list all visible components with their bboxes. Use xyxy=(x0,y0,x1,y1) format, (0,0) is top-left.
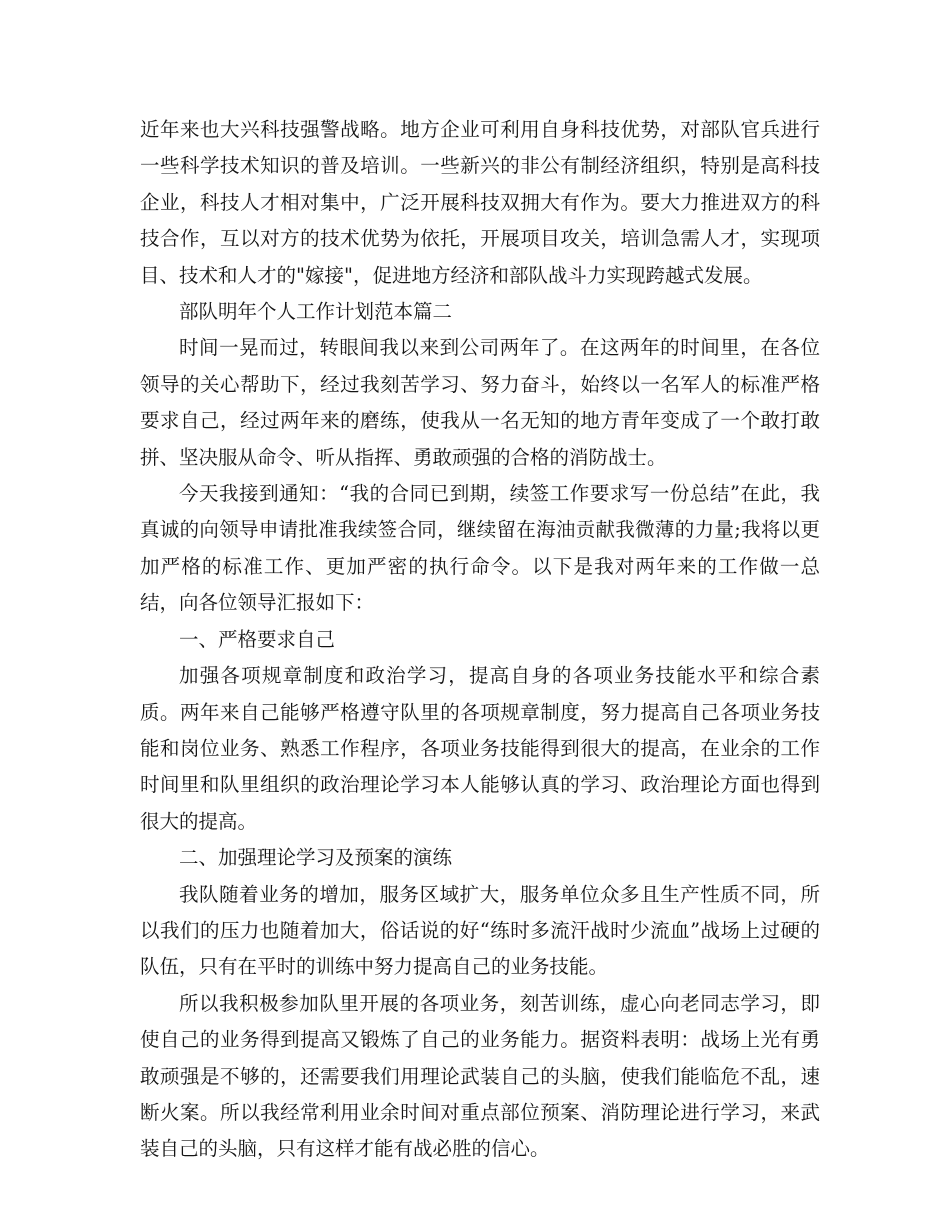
section-heading: 一、严格要求自己 xyxy=(179,627,336,651)
body-paragraph: 我队随着业务的增加，服务区域扩大，服务单位众多且生产性质不同，所以我们的压力也随着加大，俗话说的好“练时多流汗战时少流血”战场上过硬的队伍，只有在平时的训练中努力提高自己的业务技能。 xyxy=(140,882,820,979)
body-paragraph: 时间一晃而过，转眼间我以来到公司两年了。在这两年的时间里，在各位领导的关心帮助下，经过我刻苦学习、努力奋斗，始终以一名军人的标准严格要求自己，经过两年来的磨练，使我从一名无知的地方青年变成了一个敢打敢拼、坚决服从命令、听从指挥、勇敢顽强的合格的消防战士。 xyxy=(140,336,820,469)
section-title: 部队明年个人工作计划范本篇二 xyxy=(179,300,453,324)
section-heading: 二、加强理论学习及预案的演练 xyxy=(179,846,453,870)
body-paragraph: 近年来也大兴科技强警战略。地方企业可利用自身科技优势，对部队官兵进行一些科学技术知识的普及培训。一些新兴的非公有制经济组织，特别是高科技企业，科技人才相对集中，广泛开展科技双拥大有作为。要大力推进双方的科技合作，互以对方的技术优势为依托，开展项目攻关，培训急需人才，实现项目、技术和人才的"嫁接"，促进地方经济和部队战斗力实现跨越式发展。 xyxy=(140,118,820,287)
body-paragraph: 今天我接到通知：“我的合同已到期，续签工作要求写一份总结”在此，我真诚的向领导申请批准我续签合同，继续留在海油贡献我微薄的力量;我将以更加严格的标准工作、更加严密的执行命令。以下是我对两年来的工作做一总结，向各位领导汇报如下： xyxy=(140,482,820,615)
body-paragraph: 所以我积极参加队里开展的各项业务，刻苦训练，虚心向老同志学习，即使自己的业务得到提高又锻炼了自己的业务能力。据资料表明：战场上光有勇敢顽强是不够的，还需要我们用理论武装自己的头脑，使我们能临危不乱，速断火案。所以我经常利用业余时间对重点部位预案、消防理论进行学习，来武装自己的头脑，只有这样才能有战必胜的信心。 xyxy=(140,991,820,1161)
body-paragraph: 加强各项规章制度和政治学习，提高自身的各项业务技能水平和综合素质。两年来自己能够严格遵守队里的各项规章制度，努力提高自己各项业务技能和岗位业务、熟悉工作程序，各项业务技能得到很大的提高，在业余的工作时间里和队里组织的政治理论学习本人能够认真的学习、政治理论方面也得到很大的提高。 xyxy=(140,664,820,833)
document-page xyxy=(140,112,820,1168)
